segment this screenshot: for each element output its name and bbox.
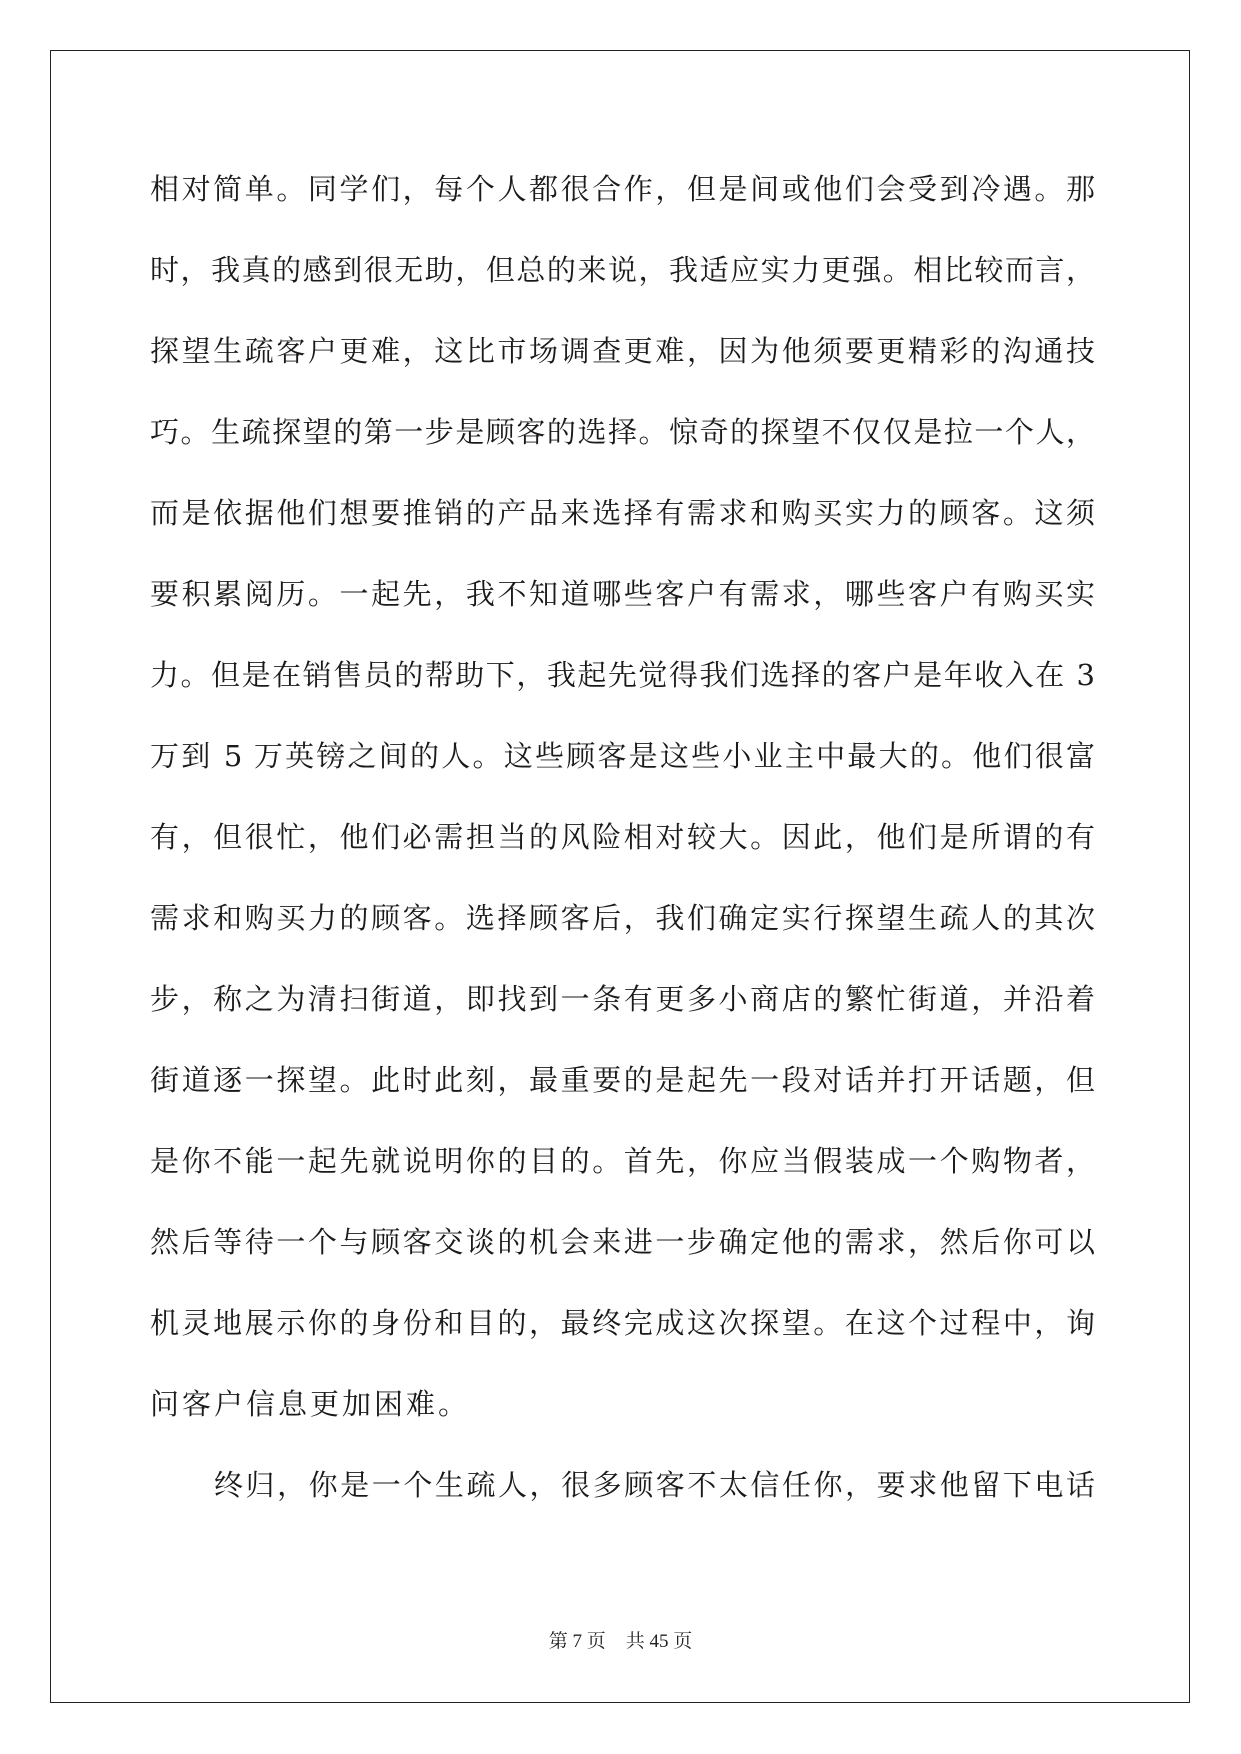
text-line: 时，我真的感到很无助，但总的来说，我适应实力更强。相比较而言， [150,253,1095,287]
text-line: 需求和购买力的顾客。选择顾客后，我们确定实行探望生疏人的其次 [150,901,1095,935]
paragraph-2 [150,1456,1095,1537]
text-line: 而是依据他们想要推销的产品来选择有需求和购买实力的顾客。这须 [150,496,1095,530]
text-line: 万到 5 万英镑之间的人。这些顾客是这些小业主中最大的。他们很富 [150,739,1095,773]
text-line: 要积累阅历。一起先，我不知道哪些客户有需求，哪些客户有购买实 [150,577,1095,611]
text-line: 相对简单。同学们，每个人都很合作，但是间或他们会受到冷遇。那 [150,172,1095,206]
page-number: 第 7 页 [548,1631,606,1652]
text-line: 探望生疏客户更难，这比市场调查更难，因为他须要更精彩的沟通技 [150,334,1095,368]
text-line: 力。但是在销售员的帮助下，我起先觉得我们选择的客户是年收入在 3 [150,658,1095,692]
text-line: 巧。生疏探望的第一步是顾客的选择。惊奇的探望不仅仅是拉一个人， [150,415,1095,449]
text-line: 步，称之为清扫街道，即找到一条有更多小商店的繁忙街道，并沿着 [150,982,1095,1016]
text-line: 问客户信息更加困难。 [150,1387,471,1421]
paragraph-1 [150,160,1095,1456]
page-total: 共 45 页 [625,1631,693,1652]
text-line: 机灵地展示你的身份和目的，最终完成这次探望。在这个过程中，询 [150,1306,1095,1340]
text-line: 有，但很忙，他们必需担当的风险相对较大。因此，他们是所谓的有 [150,820,1095,854]
page-footer [0,1626,1241,1653]
text-line: 终归，你是一个生疏人，很多顾客不太信任你，要求他留下电话 [214,1468,1095,1502]
document-body [150,160,1095,1537]
text-line: 街道逐一探望。此时此刻，最重要的是起先一段对话并打开话题，但 [150,1063,1095,1097]
text-line: 是你不能一起先就说明你的目的。首先，你应当假装成一个购物者， [150,1144,1095,1178]
text-line: 然后等待一个与顾客交谈的机会来进一步确定他的需求，然后你可以 [150,1225,1095,1259]
